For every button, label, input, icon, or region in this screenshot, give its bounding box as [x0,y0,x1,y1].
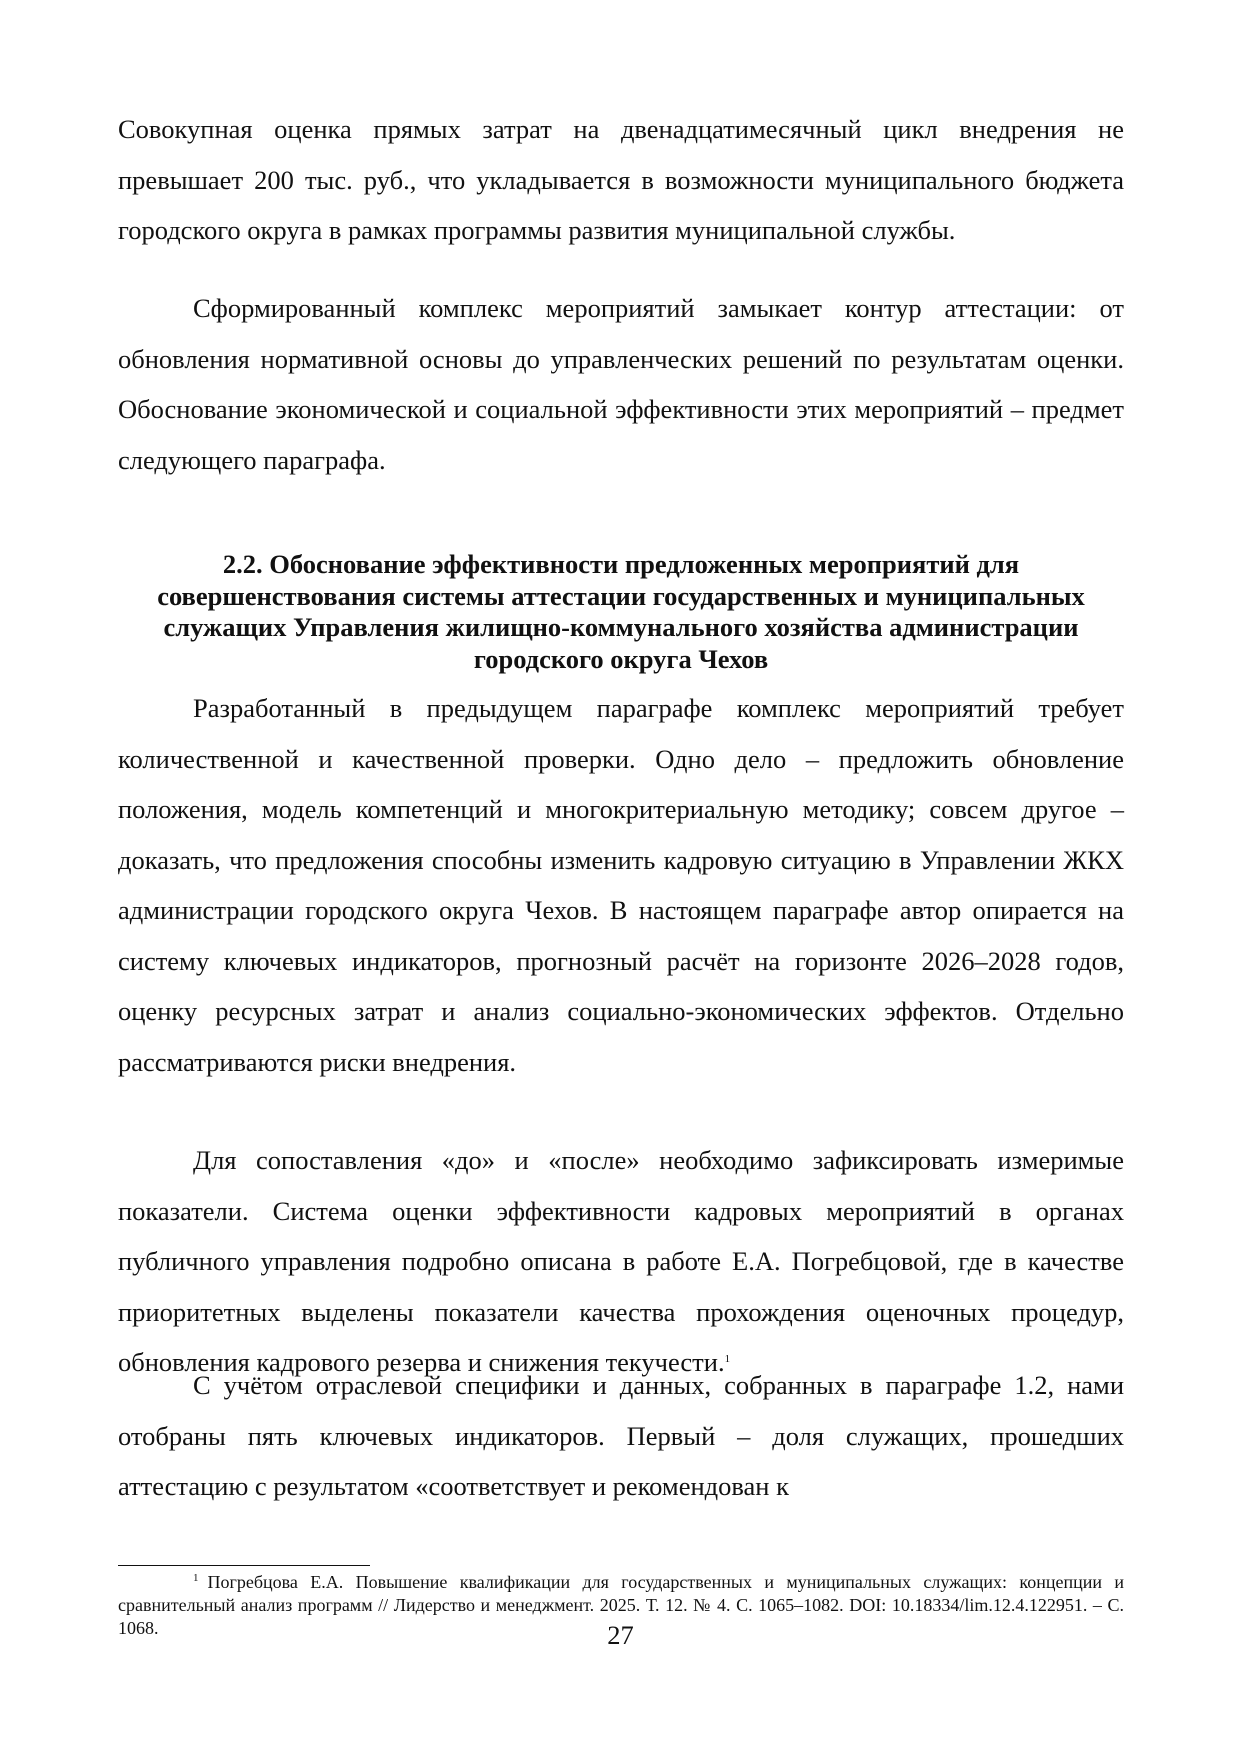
paragraph-indicators-source [118,1135,1124,1388]
footnote-mark: 1 [193,1572,199,1584]
paragraph-indicators-source-text: Для сопоставления «до» и «после» необходимо зафиксировать измеримые показатели. Система оценки эффективности кадровых мероприятий в органах публичного управления подробно описана в работе Е.А. Погребцовой, где в качестве приоритетных выделены показатели качества прохождения оценочных процедур, обновления кадрового резерва и снижения текучести. [118,1145,1124,1377]
footnote-text: Погребцова Е.А. Повышение квалификации для государственных и муниципальных служащих: концепции и сравнительный анализ программ // Лидерство и менеджмент. 2025. Т. 12. № 4. С. 1065–1082. DOI: 10.18334/lim.12.4.122951. – С. 1068. [118,1572,1124,1638]
footnote-reference[interactable]: 1 [724,1353,731,1365]
paragraph-cost-estimate: Совокупная оценка прямых затрат на двенадцатимесячный цикл внедрения не превышает 200 тыс. руб., что укладывается в возможности муниципального бюджета городского округа в рамках программы развития муниципальной службы. [118,114,1124,245]
section-heading: 2.2. Обоснование эффективности предложенных мероприятий для совершенствования системы аттестации государственных и муниципальных служащих Управления жилищно-коммунального хозяйства администрации городского округа Чехов [157,549,1085,674]
paragraph-attestation-contour: Сформированный комплекс мероприятий замыкает контур аттестации: от обновления нормативной основы до управленческих решений по результатам оценки. Обоснование экономической и социальной эффективности этих мероприятий – предмет следующего параграфа. [118,293,1124,475]
paragraph-key-indicators: С учётом отраслевой специфики и данных, собранных в параграфе 1.2, нами отобраны пять ключевых индикаторов. Первый – доля служащих, прошедших аттестацию с результатом «соответствует и рекомендован к [118,1370,1124,1501]
paragraph-verification: Разработанный в предыдущем параграфе комплекс мероприятий требует количественной и качественной проверки. Одно дело – предложить обновление положения, модель компетенций и многокритериальную методику; совсем другое – доказать, что предложения способны изменить кадровую ситуацию в Управлении ЖКХ администрации городского округа Чехов. В настоящем параграфе автор опирается на систему ключевых индикаторов, прогнозный расчёт на горизонте 2026–2028 годов, оценку ресурсных затрат и анализ социально-экономических эффектов. Отдельно рассматриваются риски внедрения. [118,693,1124,1077]
page-number: 27 [607,1620,634,1650]
footnote-separator [118,1565,370,1566]
